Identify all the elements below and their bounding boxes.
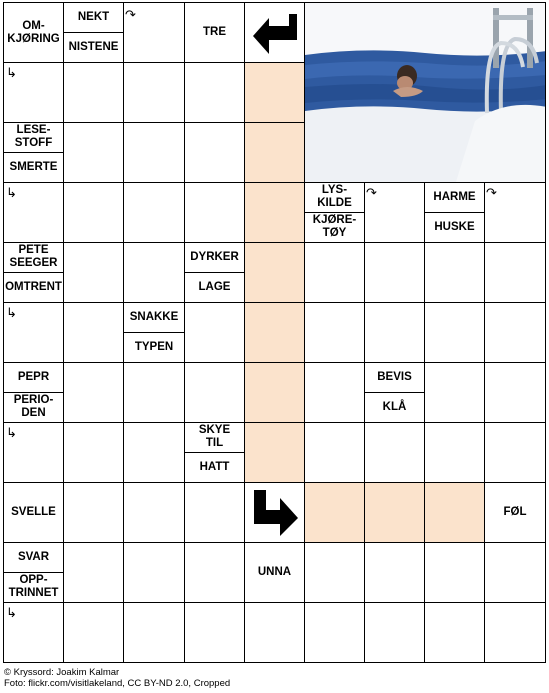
clue-svar: SVAR [17,550,50,563]
answer-cell[interactable] [123,602,185,663]
clue-snakke: SNAKKE [129,310,179,323]
answer-cell[interactable] [63,302,124,363]
answer-cell[interactable] [484,422,546,483]
answer-cell[interactable] [63,62,124,123]
clue-kjoretoy: KJØRE- TØY [312,214,357,239]
clue-harme: HARME [433,190,476,203]
answer-cell-highlighted[interactable] [244,422,305,483]
answer-cell[interactable] [184,362,245,423]
clue-hatt: HATT [199,460,230,473]
answer-cell[interactable] [123,122,185,183]
swimmer-photo [304,2,546,184]
clue-opptrinnet: OPP- TRINNET [8,574,59,599]
answer-cell[interactable] [424,422,485,483]
clue-huske: HUSKE [434,220,475,233]
answer-cell-highlighted[interactable] [244,242,305,303]
arrow-down-right-icon: ↳ [6,425,17,440]
clue-pepr: PEPR [17,370,50,383]
answer-cell-highlighted[interactable] [244,122,305,183]
answer-cell[interactable] [424,602,485,663]
answer-cell[interactable] [123,362,185,423]
clue-bevis: BEVIS [377,370,412,383]
arrow-right-down-icon: ↷ [486,185,497,200]
clue-perioden: PERIO- DEN [13,394,54,419]
answer-cell[interactable] [63,422,124,483]
clue-lyskilde: LYS- KILDE [317,184,352,209]
answer-cell[interactable] [364,242,425,303]
big-arrow-left-down-icon [249,10,299,56]
credit-photo: Foto: flickr.com/visitlakeland, CC BY-ND 2.0, Cropped [4,678,231,689]
answer-cell-highlighted[interactable] [244,302,305,363]
arrow-down-right-icon: ↳ [6,185,17,200]
answer-cell[interactable] [484,362,546,423]
answer-cell[interactable] [184,122,245,183]
credit-crossword: © Kryssord: Joakim Kalmar [4,667,120,678]
answer-cell[interactable] [484,602,546,663]
clue-pete-seeger: PETE SEEGER [9,244,58,269]
answer-cell[interactable] [244,602,305,663]
clue-fol: FØL [503,506,527,518]
answer-cell[interactable] [63,182,124,243]
answer-cell-highlighted[interactable] [244,362,305,423]
answer-cell[interactable] [63,122,124,183]
answer-cell[interactable] [184,602,245,663]
answer-cell[interactable] [304,362,365,423]
answer-cell[interactable] [364,302,425,363]
answer-cell[interactable] [123,482,185,543]
clue-svelle: SVELLE [11,506,56,518]
answer-cell[interactable] [484,302,546,363]
answer-cell-highlighted[interactable] [304,482,365,543]
clue-smerte: SMERTE [9,160,58,173]
clue-typen: TYPEN [134,340,174,353]
answer-cell[interactable] [63,482,124,543]
answer-cell[interactable] [424,542,485,603]
answer-cell[interactable] [304,542,365,603]
answer-cell[interactable] [484,542,546,603]
answer-cell[interactable] [364,542,425,603]
answer-cell[interactable] [364,602,425,663]
answer-cell[interactable] [484,242,546,303]
arrow-down-right-icon: ↳ [6,605,17,620]
clue-nekt: NEKT [77,10,110,23]
answer-cell[interactable] [63,542,124,603]
answer-cell[interactable] [63,362,124,423]
answer-cell[interactable] [63,602,124,663]
answer-cell[interactable] [123,242,185,303]
arrow-down-right-icon: ↳ [6,65,17,80]
answer-cell[interactable] [184,182,245,243]
clue-dyrker: DYRKER [190,250,239,263]
answer-cell[interactable] [123,182,185,243]
answer-cell[interactable] [424,302,485,363]
answer-cell[interactable] [304,302,365,363]
answer-cell[interactable] [123,422,185,483]
clue-omkjoring: OM- KJØRING [7,19,60,45]
arrow-right-down-icon: ↷ [125,7,136,22]
answer-cell[interactable] [304,422,365,483]
big-arrow-down-right-icon [250,488,300,536]
answer-cell-highlighted[interactable] [244,62,305,123]
answer-cell-highlighted[interactable] [364,482,425,543]
answer-cell[interactable] [304,602,365,663]
answer-cell[interactable] [184,302,245,363]
answer-cell[interactable] [123,542,185,603]
clue-tre: TRE [203,26,226,38]
answer-cell[interactable] [184,482,245,543]
answer-cell[interactable] [424,242,485,303]
answer-cell[interactable] [184,542,245,603]
answer-cell[interactable] [123,62,185,123]
answer-cell[interactable] [184,62,245,123]
answer-cell-highlighted[interactable] [424,482,485,543]
arrow-down-right-icon: ↳ [6,305,17,320]
clue-skye-til: SKYE TIL [198,424,231,449]
answer-cell-highlighted[interactable] [244,182,305,243]
clue-lage: LAGE [198,280,231,293]
clue-nistene: NISTENE [68,40,119,53]
answer-cell[interactable] [63,242,124,303]
answer-cell[interactable] [304,242,365,303]
clue-lesestoff: LESE- STOFF [14,124,53,149]
clue-kla: KLÅ [382,400,407,413]
answer-cell[interactable] [424,362,485,423]
answer-cell[interactable] [364,422,425,483]
clue-unna: UNNA [257,566,292,578]
arrow-right-down-icon: ↷ [366,185,377,200]
clue-omtrent: OMTRENT [5,280,62,293]
